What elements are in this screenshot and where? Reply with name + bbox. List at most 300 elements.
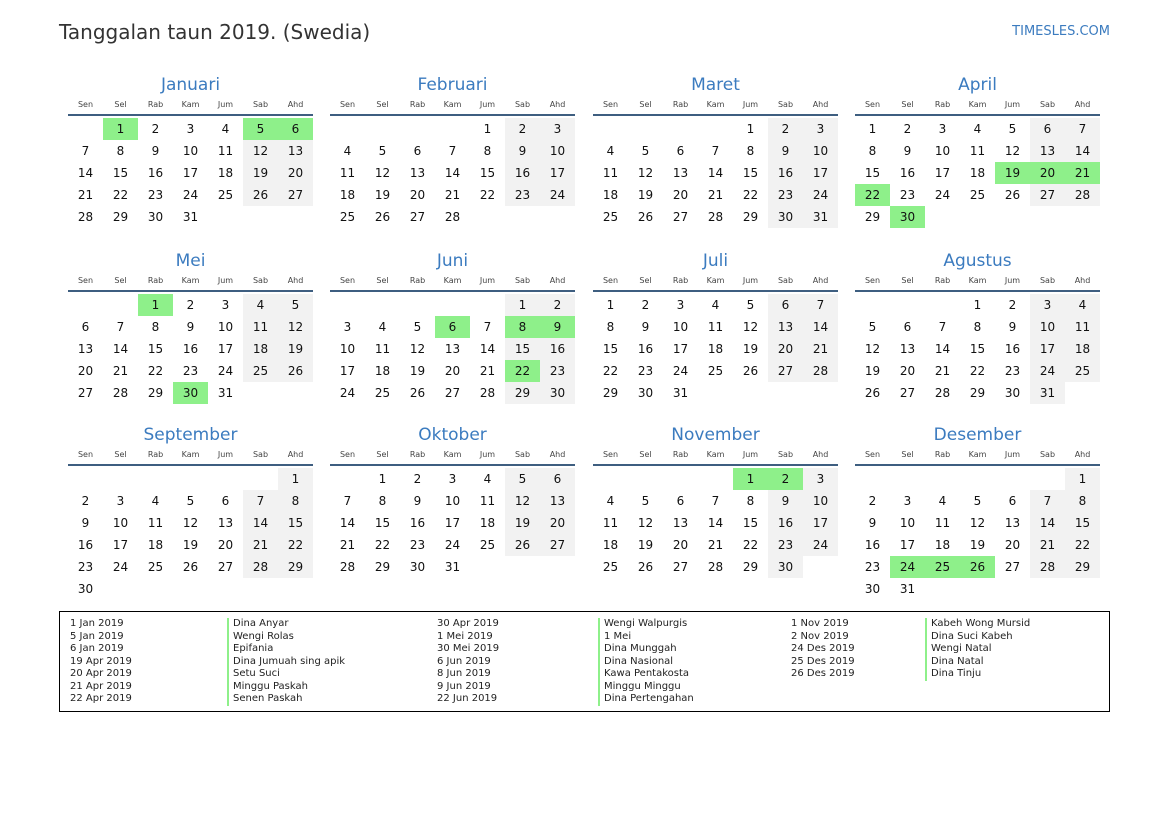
day-cell: 5 (641, 144, 650, 158)
day-cell: 12 (969, 516, 986, 530)
day-cell: 21 (339, 538, 356, 552)
day-grid (593, 294, 838, 404)
day-cell: 18 (934, 538, 951, 552)
day-cell: 14 (1065, 140, 1100, 162)
day-cell: 18 (243, 338, 278, 360)
day-cell: 11 (934, 516, 951, 530)
weekday-header (330, 97, 575, 116)
day-cell: 11 (217, 144, 234, 158)
weekday-header (593, 273, 838, 292)
day-cell: 30 (77, 582, 94, 596)
day-cell: 28 (707, 210, 724, 224)
empty-cell (400, 118, 435, 140)
day-cell: 2 (768, 118, 803, 140)
day-cell: 3 (903, 494, 912, 508)
day-cell: 31 (899, 582, 916, 596)
day-cell: 29 (505, 382, 540, 404)
holiday-name: Dina Nasional (598, 656, 694, 669)
empty-cell (593, 118, 628, 140)
weekday-header (855, 273, 1100, 292)
weekday-header (855, 97, 1100, 116)
day-cell: 7 (116, 320, 125, 334)
holiday-date: 22 Apr 2019 (70, 693, 132, 704)
day-cell: 19 (182, 538, 199, 552)
day-cell: 1 (746, 122, 755, 136)
holiday-date: 6 Jun 2019 (437, 655, 491, 667)
weekday-label: Kam (443, 450, 462, 459)
holiday-day-cell: 2 (768, 468, 803, 490)
day-cell: 12 (637, 516, 654, 530)
day-cell: 8 (378, 494, 387, 508)
day-cell: 29 (742, 560, 759, 574)
day-cell: 23 (77, 560, 94, 574)
day-cell: 2 (1008, 298, 1017, 312)
day-cell: 26 (243, 184, 278, 206)
day-cell: 17 (672, 342, 689, 356)
day-cell: 28 (339, 560, 356, 574)
day-cell: 16 (182, 342, 199, 356)
weekday-label: Jum (479, 100, 496, 109)
day-cell: 10 (672, 320, 689, 334)
holiday-name: Minggu Minggu (598, 681, 694, 694)
day-cell: 31 (444, 560, 461, 574)
day-cell: 19 (409, 364, 426, 378)
day-grid (593, 118, 838, 228)
day-cell: 1 (606, 298, 615, 312)
day-cell: 24 (540, 184, 575, 206)
day-cell: 5 (641, 494, 650, 508)
day-cell: 11 (602, 166, 619, 180)
day-cell: 4 (973, 122, 982, 136)
day-cell: 9 (81, 516, 90, 530)
weekday-label: Sab (514, 276, 531, 285)
day-cell: 18 (602, 188, 619, 202)
day-cell: 19 (637, 188, 654, 202)
day-cell: 15 (147, 342, 164, 356)
day-cell: 18 (147, 538, 164, 552)
day-cell: 19 (637, 538, 654, 552)
month-name: Oktober (418, 425, 487, 445)
weekday-label: Ahd (812, 450, 829, 459)
weekday-label: Jum (217, 450, 234, 459)
day-cell: 15 (112, 166, 129, 180)
holiday-name: Dina Natal (925, 656, 1030, 669)
empty-cell (435, 118, 470, 140)
month-juli (593, 248, 838, 404)
empty-cell (330, 468, 365, 490)
day-cell: 20 (278, 162, 313, 184)
weekday-label: Ahd (1074, 276, 1091, 285)
holiday-date: 26 Des 2019 (791, 668, 855, 679)
holiday-date: 25 Des 2019 (791, 655, 855, 667)
day-cell: 12 (1004, 144, 1021, 158)
day-cell: 2 (151, 122, 160, 136)
day-cell: 17 (444, 516, 461, 530)
weekday-label: Ahd (549, 450, 566, 459)
day-cell: 27 (672, 560, 689, 574)
day-cell: 13 (768, 316, 803, 338)
holiday-name: Dina Suci Kabeh (925, 631, 1030, 644)
day-cell: 4 (221, 122, 230, 136)
weekday-label: Sab (777, 450, 794, 459)
weekday-label: Kam (181, 100, 200, 109)
day-cell: 4 (1065, 294, 1100, 316)
day-cell: 23 (768, 184, 803, 206)
day-cell: 10 (934, 144, 951, 158)
day-cell: 15 (505, 338, 540, 360)
day-cell: 16 (768, 162, 803, 184)
month-oktober (330, 422, 575, 578)
empty-cell (593, 468, 628, 490)
day-cell: 25 (339, 210, 356, 224)
day-cell: 7 (1065, 118, 1100, 140)
empty-cell (890, 294, 925, 316)
weekday-label: Sab (777, 276, 794, 285)
day-cell: 31 (182, 210, 199, 224)
day-cell: 12 (278, 316, 313, 338)
weekday-label: Ahd (812, 276, 829, 285)
holiday-name: Minggu Paskah (227, 681, 345, 694)
day-cell: 14 (243, 512, 278, 534)
day-cell: 18 (602, 538, 619, 552)
day-cell: 21 (444, 188, 461, 202)
day-cell: 26 (637, 210, 654, 224)
day-cell: 29 (864, 210, 881, 224)
weekday-label: Sab (252, 276, 269, 285)
month-name: Juni (436, 251, 469, 271)
weekday-label: Rab (672, 276, 689, 285)
weekday-label: Jum (479, 276, 496, 285)
day-cell: 9 (505, 140, 540, 162)
weekday-label: Sab (1039, 276, 1056, 285)
day-cell: 3 (343, 320, 352, 334)
holiday-day-cell: 6 (278, 118, 313, 140)
weekday-label: Sab (252, 450, 269, 459)
day-cell: 8 (116, 144, 125, 158)
day-cell: 27 (1004, 560, 1021, 574)
weekday-label: Sel (114, 276, 127, 285)
day-cell: 27 (899, 386, 916, 400)
day-cell: 17 (803, 162, 838, 184)
weekday-label: Sen (339, 450, 356, 459)
empty-cell (855, 294, 890, 316)
day-cell: 23 (182, 364, 199, 378)
day-cell: 1 (1065, 468, 1100, 490)
day-cell: 28 (707, 560, 724, 574)
weekday-label: Jum (479, 450, 496, 459)
day-cell: 16 (864, 538, 881, 552)
day-cell: 30 (540, 382, 575, 404)
day-cell: 13 (540, 490, 575, 512)
day-cell: 13 (217, 516, 234, 530)
day-cell: 28 (444, 210, 461, 224)
day-cell: 12 (243, 140, 278, 162)
day-cell: 5 (868, 320, 877, 334)
day-cell: 2 (903, 122, 912, 136)
day-cell: 31 (217, 386, 234, 400)
day-cell: 17 (899, 538, 916, 552)
day-cell: 17 (182, 166, 199, 180)
day-cell: 6 (413, 144, 422, 158)
day-cell: 27 (278, 184, 313, 206)
empty-cell (68, 118, 103, 140)
day-cell: 1 (278, 468, 313, 490)
day-cell: 12 (182, 516, 199, 530)
holiday-names-col-3 (925, 618, 1030, 681)
weekday-label: Rab (934, 100, 951, 109)
day-cell: 27 (672, 210, 689, 224)
day-cell: 18 (217, 166, 234, 180)
day-cell: 13 (77, 342, 94, 356)
weekday-label: Sab (514, 100, 531, 109)
weekday-header (68, 447, 313, 466)
empty-cell (330, 294, 365, 316)
holiday-date: 9 Jun 2019 (437, 680, 491, 692)
day-cell: 27 (409, 210, 426, 224)
empty-cell (698, 118, 733, 140)
weekday-label: Sel (376, 276, 389, 285)
weekday-label: Sen (864, 276, 881, 285)
weekday-header (593, 447, 838, 466)
day-cell: 22 (374, 538, 391, 552)
day-cell: 17 (339, 364, 356, 378)
day-cell: 9 (903, 144, 912, 158)
day-cell: 4 (378, 320, 387, 334)
day-cell: 19 (969, 538, 986, 552)
weekday-label: Kam (181, 276, 200, 285)
day-cell: 4 (343, 144, 352, 158)
day-cell: 12 (742, 320, 759, 334)
weekday-label: Jum (742, 100, 759, 109)
day-cell: 23 (768, 534, 803, 556)
day-cell: 27 (1030, 184, 1065, 206)
day-cell: 31 (672, 386, 689, 400)
holiday-date: 8 Jun 2019 (437, 668, 491, 679)
day-cell: 20 (444, 364, 461, 378)
day-grid (68, 294, 313, 404)
day-cell: 23 (147, 188, 164, 202)
empty-cell (628, 118, 663, 140)
empty-cell (960, 468, 995, 490)
day-cell: 9 (768, 490, 803, 512)
weekday-label: Sen (864, 450, 881, 459)
day-cell: 21 (707, 188, 724, 202)
weekday-label: Sen (602, 276, 619, 285)
day-cell: 25 (147, 560, 164, 574)
weekday-label: Rab (147, 100, 164, 109)
day-cell: 24 (803, 184, 838, 206)
day-cell: 13 (672, 516, 689, 530)
weekday-label: Sel (901, 276, 914, 285)
day-cell: 24 (672, 364, 689, 378)
day-grid (855, 294, 1100, 404)
holiday-date: 1 Mei 2019 (437, 630, 493, 642)
weekday-label: Kam (968, 450, 987, 459)
holiday-day-cell: 20 (1030, 162, 1065, 184)
day-cell: 30 (864, 582, 881, 596)
day-cell: 19 (864, 364, 881, 378)
holiday-date: 19 Apr 2019 (70, 655, 132, 667)
weekday-label: Sen (77, 100, 94, 109)
day-cell: 17 (934, 166, 951, 180)
day-cell: 21 (1030, 534, 1065, 556)
day-grid (855, 468, 1100, 600)
day-cell: 27 (540, 534, 575, 556)
holiday-date: 30 Apr 2019 (437, 618, 499, 629)
day-cell: 2 (186, 298, 195, 312)
empty-cell (68, 294, 103, 316)
day-cell: 23 (505, 184, 540, 206)
day-cell: 5 (413, 320, 422, 334)
weekday-label: Ahd (549, 276, 566, 285)
day-cell: 6 (1008, 494, 1017, 508)
holiday-name: Epifania (227, 643, 345, 656)
empty-cell (365, 294, 400, 316)
day-cell: 22 (742, 188, 759, 202)
day-cell: 2 (868, 494, 877, 508)
holiday-list (59, 611, 1110, 712)
empty-cell (400, 294, 435, 316)
day-cell: 11 (602, 516, 619, 530)
day-cell: 4 (483, 472, 492, 486)
weekday-label: Kam (706, 450, 725, 459)
day-grid (330, 118, 575, 228)
holiday-day-cell: 26 (960, 556, 995, 578)
day-cell: 6 (903, 320, 912, 334)
day-cell: 20 (1004, 538, 1021, 552)
weekday-label: Jum (217, 100, 234, 109)
day-cell: 22 (147, 364, 164, 378)
day-grid (330, 468, 575, 578)
holiday-day-cell: 25 (925, 556, 960, 578)
day-cell: 17 (540, 162, 575, 184)
day-cell: 28 (1065, 184, 1100, 206)
empty-cell (68, 468, 103, 490)
day-cell: 11 (147, 516, 164, 530)
day-cell: 4 (151, 494, 160, 508)
day-cell: 9 (413, 494, 422, 508)
day-cell: 13 (278, 140, 313, 162)
day-cell: 30 (637, 386, 654, 400)
site-link[interactable]: TIMESLES.COM (1012, 24, 1110, 39)
holiday-names-col-2 (598, 618, 694, 706)
holiday-name: Wengi Natal (925, 643, 1030, 656)
day-cell: 4 (711, 298, 720, 312)
day-grid (68, 468, 313, 600)
holiday-name: Wengi Rolas (227, 631, 345, 644)
day-cell: 22 (969, 364, 986, 378)
day-cell: 4 (606, 144, 615, 158)
day-cell: 18 (479, 516, 496, 530)
day-cell: 21 (479, 364, 496, 378)
weekday-label: Sen (602, 100, 619, 109)
day-cell: 11 (969, 144, 986, 158)
day-cell: 22 (602, 364, 619, 378)
day-cell: 6 (221, 494, 230, 508)
day-cell: 28 (243, 556, 278, 578)
day-cell: 8 (868, 144, 877, 158)
weekday-label: Rab (672, 100, 689, 109)
holiday-dates-col-1 (70, 618, 132, 706)
holiday-names-col-1 (227, 618, 345, 706)
weekday-header (855, 447, 1100, 466)
day-cell: 11 (339, 166, 356, 180)
day-cell: 26 (278, 360, 313, 382)
day-cell: 28 (1030, 556, 1065, 578)
day-cell: 18 (969, 166, 986, 180)
day-cell: 25 (602, 210, 619, 224)
day-cell: 20 (77, 364, 94, 378)
day-cell: 21 (934, 364, 951, 378)
day-cell: 8 (483, 144, 492, 158)
day-cell: 29 (112, 210, 129, 224)
day-cell: 26 (742, 364, 759, 378)
day-cell: 3 (676, 298, 685, 312)
holiday-name: Dina Pertengahan (598, 693, 694, 706)
day-cell: 11 (1065, 316, 1100, 338)
weekday-label: Kam (443, 276, 462, 285)
weekday-label: Rab (409, 100, 426, 109)
day-cell: 21 (803, 338, 838, 360)
day-cell: 7 (711, 494, 720, 508)
empty-cell (628, 468, 663, 490)
holiday-name: 1 Mei (598, 631, 694, 644)
weekday-label: Jum (1004, 276, 1021, 285)
weekday-label: Ahd (549, 100, 566, 109)
holiday-date: 2 Nov 2019 (791, 630, 849, 642)
day-cell: 29 (1065, 556, 1100, 578)
day-cell: 24 (934, 188, 951, 202)
day-cell: 30 (768, 556, 803, 578)
day-cell: 16 (768, 512, 803, 534)
day-cell: 22 (742, 538, 759, 552)
day-cell: 18 (707, 342, 724, 356)
day-cell: 24 (803, 534, 838, 556)
day-cell: 5 (973, 494, 982, 508)
day-grid (68, 118, 313, 228)
day-cell: 26 (1004, 188, 1021, 202)
holiday-day-cell: 30 (890, 206, 925, 228)
month-maret (593, 72, 838, 228)
day-cell: 22 (479, 188, 496, 202)
day-cell: 24 (1030, 360, 1065, 382)
day-cell: 12 (505, 490, 540, 512)
holiday-date: 24 Des 2019 (791, 643, 855, 654)
day-cell: 10 (803, 490, 838, 512)
day-cell: 28 (77, 210, 94, 224)
day-cell: 8 (151, 320, 160, 334)
holiday-dates-col-3 (791, 618, 855, 681)
empty-cell (435, 294, 470, 316)
day-cell: 19 (374, 188, 391, 202)
day-cell: 8 (1065, 490, 1100, 512)
month-name: Maret (691, 75, 740, 95)
day-cell: 13 (409, 166, 426, 180)
day-cell: 14 (479, 342, 496, 356)
day-cell: 20 (217, 538, 234, 552)
day-cell: 10 (1030, 316, 1065, 338)
day-cell: 14 (444, 166, 461, 180)
weekday-label: Sel (376, 100, 389, 109)
holiday-day-cell: 24 (890, 556, 925, 578)
day-cell: 8 (746, 494, 755, 508)
day-cell: 31 (1030, 382, 1065, 404)
day-cell: 15 (374, 516, 391, 530)
day-cell: 5 (278, 294, 313, 316)
holiday-day-cell: 21 (1065, 162, 1100, 184)
month-name: Januari (160, 75, 221, 95)
day-cell: 24 (444, 538, 461, 552)
